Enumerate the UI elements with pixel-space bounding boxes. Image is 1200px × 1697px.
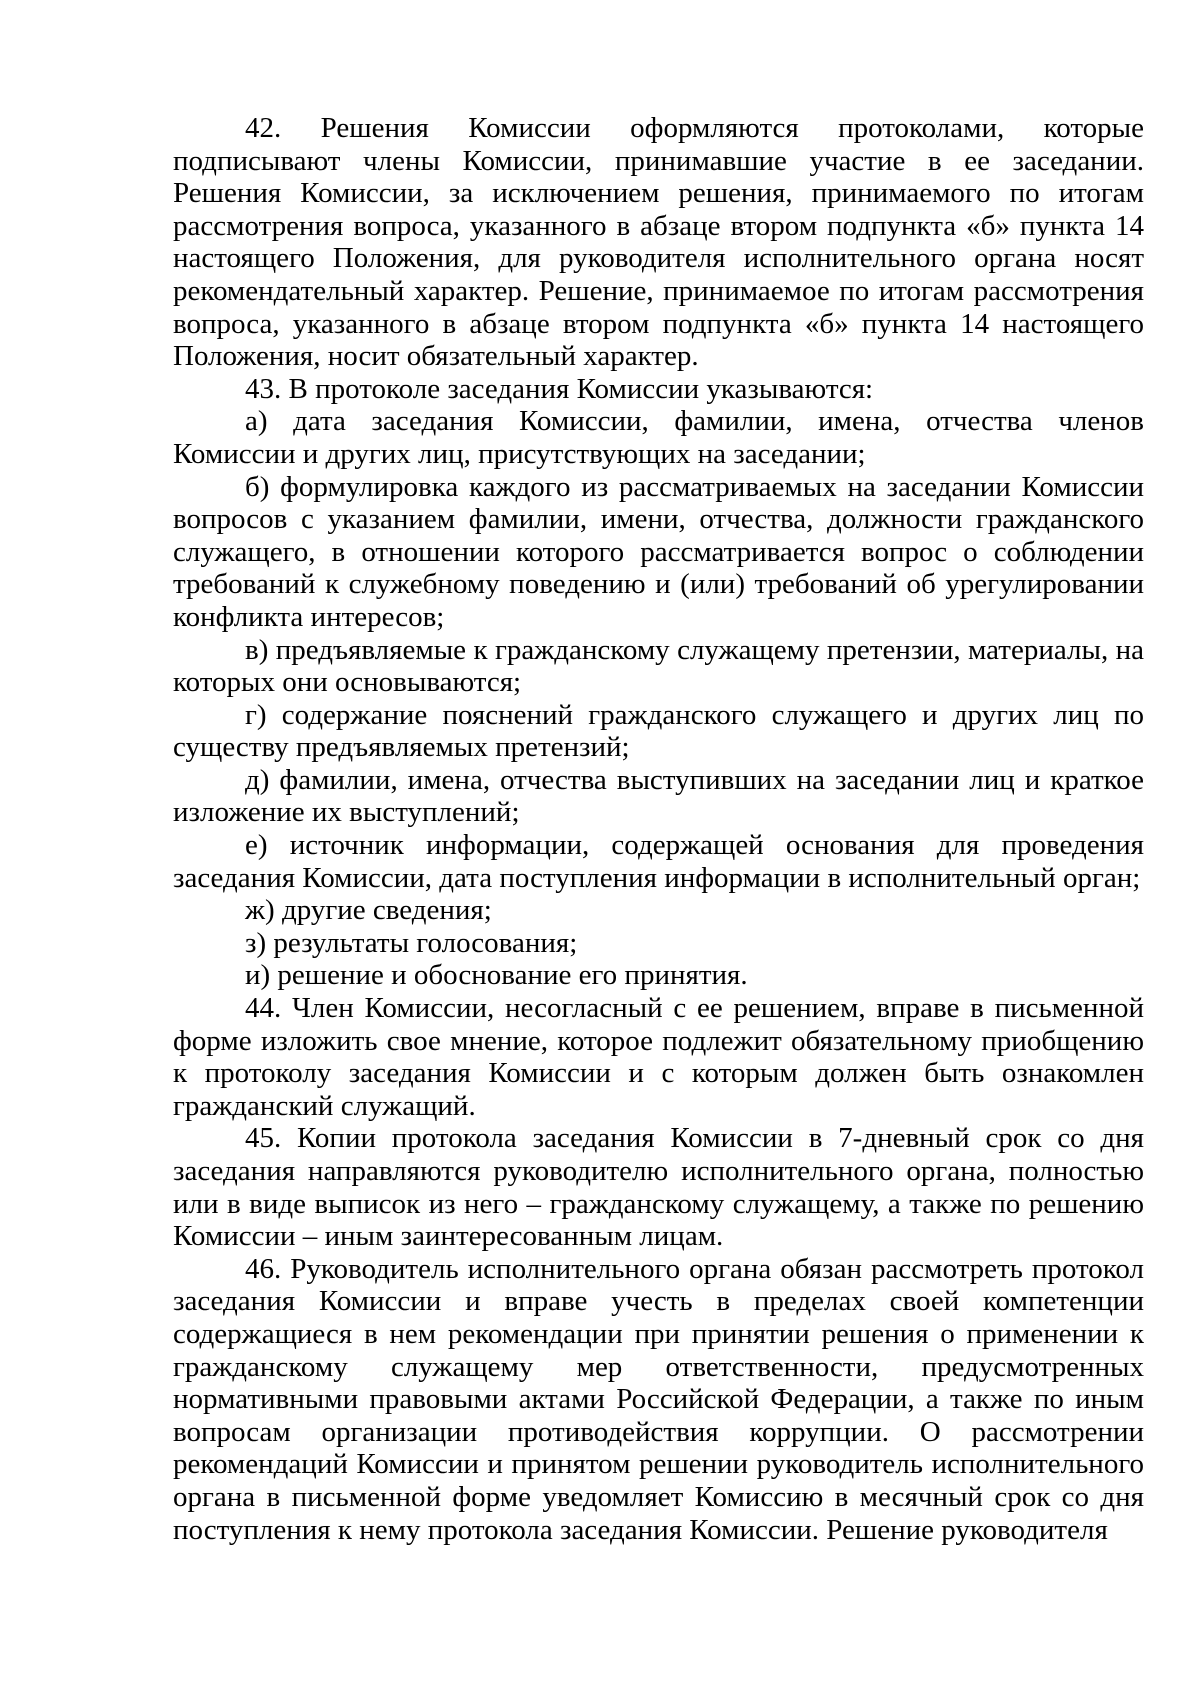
paragraph-46: 46. Руководитель исполнительного органа обязан рассмотреть протокол заседания Комиссии и вправе учесть в пределах своей компетенции содержащиеся в нем рекомендации при принятии решения о применении к гражданскому служащему мер ответственности, предусмотренных нормативными правовыми актами Российской Федерации, а также по иным вопросам организации противодействия коррупции. О рассмотрении рекомендаций Комиссии и принятом решении руководитель исполнительного органа в письменной форме уведомляет Комиссию в месячный срок со дня поступления к нему протокола заседания Комиссии. Решение руководителя (173, 1252, 1144, 1546)
document-page (173, 112, 1144, 1546)
list-item-zh: ж) другие сведения; (245, 894, 492, 927)
list-item-b: б) формулировка каждого из рассматриваемых на заседании Комиссии вопросов с указанием фамилии, имени, отчества, должности гражданского служащего, в отношении которого рассматривается вопрос о соблюдении требований к служебному поведению и (или) требований об урегулировании конфликта интересов; (173, 470, 1144, 633)
list-item-a: а) дата заседания Комиссии, фамилии, имена, отчества членов Комиссии и других лиц, присутствующих на заседании; (173, 405, 1144, 470)
paragraph-43: 43. В протоколе заседания Комиссии указываются: (245, 372, 874, 405)
list-item-d: д) фамилии, имена, отчества выступивших на заседании лиц и краткое изложение их выступлений; (173, 763, 1144, 829)
paragraph-42: 42. Решения Комиссии оформляются протоколами, которые подписывают члены Комиссии, принимавшие участие в ее заседании. Решения Комиссии, за исключением решения, принимаемого по итогам рассмотрения вопроса, указанного в абзаце втором подпункта «б» пункта 14 настоящего Положения, для руководителя исполнительного органа носят рекомендательный характер. Решение, принимаемое по итогам рассмотрения вопроса, указанного в абзаце втором подпункта «б» пункта 14 настоящего Положения, носит обязательный характер. (173, 112, 1144, 373)
paragraph-44: 44. Член Комиссии, несогласный с ее решением, вправе в письменной форме изложить свое мнение, которое подлежит обязательному приобщению к протоколу заседания Комиссии и с которым должен быть ознакомлен гражданский служащий. (173, 992, 1144, 1122)
paragraph-45: 45. Копии протокола заседания Комиссии в 7-дневный срок со дня заседания направляются руководителю исполнительного органа, полностью или в виде выписок из него – гражданскому служащему, а также по решению Комиссии – иным заинтересованным лицам. (173, 1122, 1144, 1253)
list-item-z: з) результаты голосования; (245, 926, 578, 959)
list-item-v: в) предъявляемые к гражданскому служащему претензии, материалы, на которых они основываются; (173, 633, 1144, 699)
list-item-i: и) решение и обоснование его принятия. (245, 959, 748, 992)
list-item-e: е) источник информации, содержащей основания для проведения заседания Комиссии, дата поступления информации в исполнительный орган; (173, 829, 1144, 894)
list-item-g: г) содержание пояснений гражданского служащего и других лиц по существу предъявляемых претензий; (173, 698, 1144, 764)
